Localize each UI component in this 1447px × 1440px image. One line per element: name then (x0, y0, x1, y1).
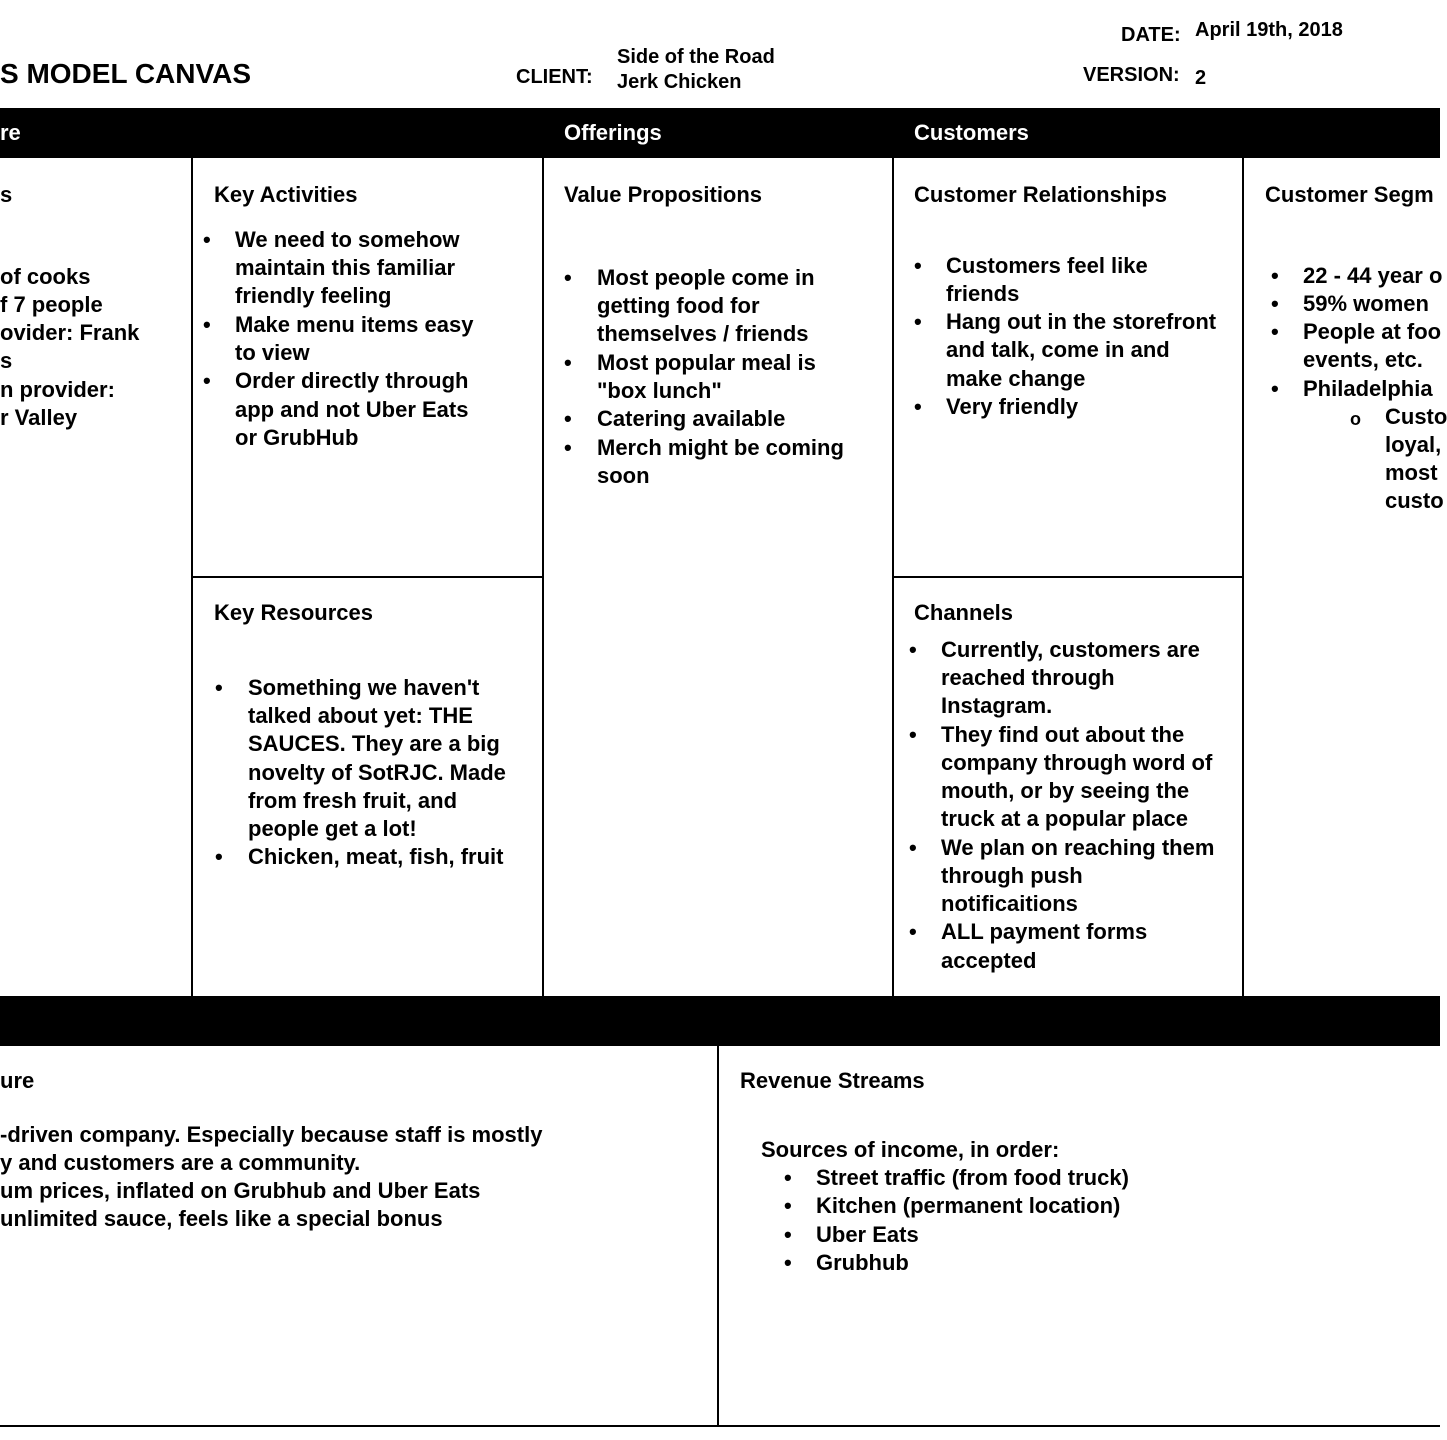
bottom-border (0, 1425, 1440, 1427)
cost-structure-line: unlimited sauce, feels like a special bonus (0, 1206, 443, 1231)
list-item-line: Merch might be coming (597, 435, 844, 460)
bullet: • (909, 722, 917, 747)
bullet: • (564, 435, 572, 460)
client-label: CLIENT: (516, 66, 593, 88)
list-item-line: Grubhub (816, 1250, 909, 1275)
list-item-line: Instagram. (941, 693, 1053, 718)
bullet: • (914, 253, 922, 278)
list-item-line: Kitchen (permanent location) (816, 1193, 1121, 1218)
bullet: • (564, 265, 572, 290)
list-item-line: Uber Eats (816, 1222, 919, 1247)
list-item-line: make change (946, 366, 1086, 391)
list-item-line: maintain this familiar (235, 255, 456, 280)
list-item-line: 59% women (1303, 291, 1429, 316)
bullet: • (784, 1222, 792, 1247)
sub-item-line: most (1385, 460, 1438, 485)
cost-structure-title: ure (0, 1068, 35, 1093)
list-item-line: We need to somehow (235, 227, 460, 252)
client-value-line2: Jerk Chicken (617, 71, 742, 93)
bullet: • (784, 1165, 792, 1190)
key-partners-cell (0, 158, 191, 996)
list-item-line: ALL payment forms (941, 919, 1148, 944)
list-item-line: talked about yet: THE (248, 703, 473, 728)
list-item-line: friendly feeling (235, 283, 392, 308)
key-activities-cell (193, 158, 542, 576)
sub-item-line: Custo (1385, 404, 1447, 429)
list-item-line: People at foo (1303, 319, 1442, 344)
bullet: • (914, 309, 922, 334)
bullet: • (909, 919, 917, 944)
sub-bullet: o (1350, 409, 1361, 429)
list-item-line: mouth, or by seeing the (941, 778, 1190, 803)
list-item-line: company through word of (941, 750, 1213, 775)
channels-title: Channels (914, 600, 1014, 625)
list-item-line: or GrubHub (235, 425, 359, 450)
bullet: • (203, 312, 211, 337)
value-propositions-title: Value Propositions (564, 182, 763, 207)
key-resources-cell (193, 578, 542, 996)
date-label: DATE: (1121, 24, 1181, 46)
canvas-title: S MODEL CANVAS (0, 58, 251, 89)
cost-structure-line: y and customers are a community. (0, 1150, 361, 1175)
bullet: • (914, 394, 922, 419)
list-item-line: app and not Uber Eats (235, 397, 469, 422)
customer-segments-cell (1244, 158, 1447, 996)
revenue-streams-cell (719, 1046, 1440, 1426)
cost-structure-cell (0, 1046, 717, 1426)
bullet: • (564, 350, 572, 375)
value-propositions-cell (544, 158, 892, 996)
revenue-streams-title: Revenue Streams (740, 1068, 925, 1093)
list-item-line: reached through (941, 665, 1115, 690)
cost-structure-line: -driven company. Especially because staff is mostly (0, 1122, 543, 1147)
list-item-line: soon (597, 463, 650, 488)
list-item-line: Street traffic (from food truck) (816, 1165, 1129, 1190)
cost-structure-line: um prices, inflated on Grubhub and Uber Eats (0, 1178, 481, 1203)
bullet: • (203, 227, 211, 252)
sub-item-line: custo (1385, 488, 1444, 513)
list-item-line: "box lunch" (597, 378, 722, 403)
list-item-line: Something we haven't (248, 675, 480, 700)
key-partners-line: s (0, 348, 13, 373)
bullet: • (909, 835, 917, 860)
key-resources-title: Key Resources (214, 600, 373, 625)
list-item-line: Catering available (597, 406, 786, 431)
list-item-line: 22 - 44 year o (1303, 263, 1443, 288)
list-item-line: Customers feel like (946, 253, 1148, 278)
bullet: • (1271, 263, 1279, 288)
client-value-line1: Side of the Road (617, 46, 775, 68)
band-infrastructure: re (0, 120, 21, 145)
list-item-line: and talk, come in and (946, 337, 1170, 362)
bullet: • (1271, 319, 1279, 344)
bullet: • (784, 1250, 792, 1275)
list-item-line: to view (235, 340, 310, 365)
bullet: • (1271, 291, 1279, 316)
channels-cell (894, 578, 1242, 996)
list-item-line: friends (946, 281, 1020, 306)
customer-segments-title: Customer Segm (1265, 182, 1434, 207)
date-value: April 19th, 2018 (1195, 19, 1343, 41)
list-item-line: accepted (941, 948, 1037, 973)
list-item-line: truck at a popular place (941, 806, 1188, 831)
section-band-bottom (0, 996, 1440, 1046)
list-item-line: They find out about the (941, 722, 1185, 747)
section-band-top (0, 108, 1440, 158)
list-item-line: from fresh fruit, and (248, 788, 458, 813)
customer-relationships-title: Customer Relationships (914, 182, 1168, 207)
list-item-line: getting food for (597, 293, 760, 318)
list-item-line: Most people come in (597, 265, 815, 290)
bullet: • (564, 406, 572, 431)
customer-relationships-cell (894, 158, 1242, 576)
list-item-line: Chicken, meat, fish, fruit (248, 844, 504, 869)
key-activities-title: Key Activities (214, 182, 358, 207)
bullet: • (909, 637, 917, 662)
revenue-intro: Sources of income, in order: (761, 1137, 1060, 1162)
list-item-line: Hang out in the storefront (946, 309, 1217, 334)
key-partners-line: r Valley (0, 405, 78, 430)
list-item-line: SAUCES. They are a big (248, 731, 500, 756)
version-label: VERSION: (1083, 64, 1180, 86)
bullet: • (215, 844, 223, 869)
list-item-line: Very friendly (946, 394, 1079, 419)
bullet: • (203, 368, 211, 393)
key-partners-title: s (0, 182, 13, 207)
band-offerings: Offerings (564, 120, 662, 145)
list-item-line: notificaitions (941, 891, 1078, 916)
list-item-line: themselves / friends (597, 321, 809, 346)
list-item-line: events, etc. (1303, 347, 1423, 372)
key-partners-line: f 7 people (0, 292, 103, 317)
list-item-line: Currently, customers are (941, 637, 1200, 662)
list-item-line: We plan on reaching them (941, 835, 1215, 860)
list-item-line: novelty of SotRJC. Made (248, 760, 506, 785)
key-partners-line: of cooks (0, 264, 91, 289)
key-partners-line: n provider: (0, 377, 115, 402)
version-value: 2 (1195, 67, 1207, 89)
list-item-line: Make menu items easy (235, 312, 474, 337)
bullet: • (1271, 376, 1279, 401)
list-item-line: Most popular meal is (597, 350, 816, 375)
sub-item-line: loyal, (1385, 432, 1442, 457)
list-item-line: people get a lot! (248, 816, 417, 841)
list-item-line: Philadelphia (1303, 376, 1433, 401)
list-item-line: Order directly through (235, 368, 469, 393)
list-item-line: through push (941, 863, 1083, 888)
bullet: • (215, 675, 223, 700)
bullet: • (784, 1193, 792, 1218)
band-customers: Customers (914, 120, 1029, 145)
key-partners-line: ovider: Frank (0, 320, 140, 345)
